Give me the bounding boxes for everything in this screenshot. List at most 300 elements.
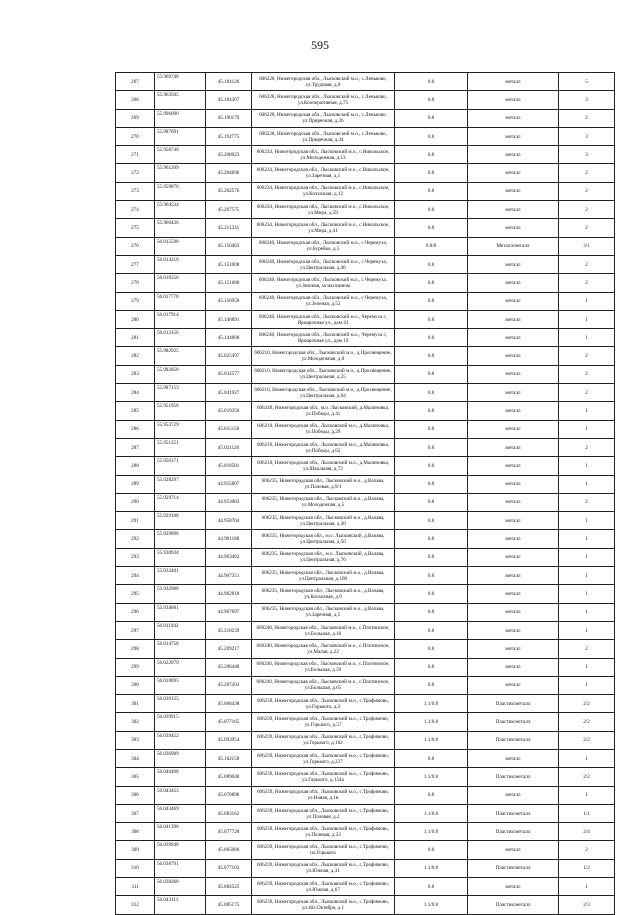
table-row: [116, 621, 615, 639]
address-cell: 606240, Нижегородская обл., Лысковский м.о., с.Плотинское, ул.Малая, д.22: [252, 640, 395, 658]
row-number-cell: 283: [116, 365, 155, 383]
container-material-cell: Пластик/металл: [468, 731, 559, 749]
latitude-cell: 55.951251: [155, 438, 206, 456]
address-cell: 606240, Нижегородская обл., Лысковский м.о., с.Черемуха, ул.Бурейко, д.5: [252, 237, 395, 255]
latitude-cell: 55.934681: [155, 603, 206, 621]
container-volume-cell: 0.8: [395, 658, 468, 676]
row-number-cell: 280: [116, 310, 155, 328]
latitude-cell: 56.043469: [155, 804, 206, 822]
longitude-cell: 45.093954: [206, 731, 252, 749]
container-count-cell: 2: [559, 274, 615, 292]
container-volume-cell: 0.8: [395, 255, 468, 273]
container-count-cell: 2/2: [559, 713, 615, 731]
container-material-cell: Пластик/металл: [468, 896, 559, 914]
table-row: [116, 457, 615, 475]
address-cell: 606239, Нижегородская обл., Лысковский м.о., с.Трофимово, ул.Горького, д.227: [252, 749, 395, 767]
latitude-cell: 56.018356: [155, 274, 206, 292]
row-number-cell: 301: [116, 695, 155, 713]
table-row: [116, 438, 615, 456]
longitude-cell: 45.146891: [206, 310, 252, 328]
container-volume-cell: 1.1/0.8: [395, 823, 468, 841]
longitude-cell: 45.208023: [206, 146, 252, 164]
container-volume-cell: 1.1/0.8: [395, 768, 468, 786]
container-material-cell: Пластик/металл: [468, 804, 559, 822]
longitude-cell: 44.953083: [206, 493, 252, 511]
address-cell: 606228, Нижегородская обл., Лысковский м.о., с.Леньково, ул.Приречная, д.26: [252, 109, 395, 127]
container-material-cell: металл: [468, 255, 559, 273]
table-row: [116, 512, 615, 530]
page-number: 595: [311, 38, 329, 52]
table-row: [116, 493, 615, 511]
container-count-cell: 2: [559, 841, 615, 859]
table-row: [116, 530, 615, 548]
latitude-cell: 55.932481: [155, 567, 206, 585]
latitude-cell: 56.022079: [155, 658, 206, 676]
container-material-cell: Пластик/металл: [468, 859, 559, 877]
container-volume-cell: 0.8: [395, 640, 468, 658]
address-cell: 606235, Нижегородская обл., Лысковский м.о., д.Валава, ул.Центральная, д.100: [252, 567, 395, 585]
table-row: [116, 603, 615, 621]
latitude-cell: 56.039155: [155, 695, 206, 713]
container-count-cell: 5: [559, 73, 615, 91]
address-cell: 606239, Нижегородская обл., Лысковский м.о., с.Трофимово, ул.Горького, д.57: [252, 713, 395, 731]
row-number-cell: 310: [116, 859, 155, 877]
address-cell: 606235, Нижегородская обл., Лысковский м.о., д.Валава, ул.Центральная, д.30: [252, 512, 395, 530]
container-volume-cell: 0.8: [395, 420, 468, 438]
container-count-cell: 2/4: [559, 823, 615, 841]
row-number-cell: 300: [116, 676, 155, 694]
address-cell: 606234, Нижегородская обл., Лысковский м.о., с.Никольское, ул.Молодежная, д.13: [252, 146, 395, 164]
container-count-cell: 2/2: [559, 731, 615, 749]
address-cell: 606239, Нижегородская обл., Лысковский м.о., с.Трофимово, пл.Горького: [252, 841, 395, 859]
latitude-cell: 55.982858: [155, 365, 206, 383]
container-count-cell: 2: [559, 365, 615, 383]
latitude-cell: 55.964534: [155, 201, 206, 219]
table-row: [116, 548, 615, 566]
table-row: [116, 859, 615, 877]
longitude-cell: 45.068438: [206, 695, 252, 713]
address-cell: 606239, Нижегородская обл., Лысковский м.о., с.Трофимово, ул.Горького, д.2: [252, 695, 395, 713]
table-row: [116, 713, 615, 731]
longitude-cell: 45.156463: [206, 237, 252, 255]
container-material-cell: металл: [468, 292, 559, 310]
address-cell: 606210, Нижегородская обл., Лысковский м.о., д.Малиновка, ул.Победы, д.29: [252, 420, 395, 438]
longitude-cell: 45.207575: [206, 201, 252, 219]
longitude-cell: 45.207203: [206, 676, 252, 694]
container-volume-cell: 0.8: [395, 530, 468, 548]
container-volume-cell: 0.8: [395, 384, 468, 402]
container-count-cell: 2: [559, 347, 615, 365]
table-row: [116, 219, 615, 237]
latitude-cell: 55.982925: [155, 347, 206, 365]
container-count-cell: 2: [559, 164, 615, 182]
longitude-cell: 45.206448: [206, 658, 252, 676]
address-cell: 606235, Нижегородская обл., Лысковский м.о., д.Валава, ул.Колхозная, д.9: [252, 585, 395, 603]
latitude-cell: 55.951958: [155, 402, 206, 420]
longitude-cell: 44.967697: [206, 603, 252, 621]
longitude-cell: 44.962818: [206, 585, 252, 603]
container-count-cell: 2: [559, 640, 615, 658]
longitude-cell: 44.958704: [206, 512, 252, 530]
row-number-cell: 299: [116, 658, 155, 676]
row-number-cell: 308: [116, 823, 155, 841]
latitude-cell: 55.996000: [155, 109, 206, 127]
container-volume-cell: 0.8: [395, 548, 468, 566]
container-material-cell: металл: [468, 567, 559, 585]
latitude-cell: 56.039948: [155, 841, 206, 859]
container-material-cell: металл: [468, 329, 559, 347]
latitude-cell: 56.015598: [155, 237, 206, 255]
container-volume-cell: 0.8: [395, 493, 468, 511]
latitude-cell: 55.958740: [155, 146, 206, 164]
longitude-cell: 44.963462: [206, 548, 252, 566]
container-volume-cell: 0.8: [395, 749, 468, 767]
container-volume-cell: 0.8: [395, 109, 468, 127]
longitude-cell: 45.192775: [206, 127, 252, 145]
container-material-cell: металл: [468, 347, 559, 365]
row-number-cell: 290: [116, 493, 155, 511]
row-number-cell: 305: [116, 768, 155, 786]
container-count-cell: 1: [559, 548, 615, 566]
latitude-cell: 55.963505: [155, 91, 206, 109]
container-material-cell: металл: [468, 402, 559, 420]
table-row: [116, 146, 615, 164]
longitude-cell: 45.144808: [206, 329, 252, 347]
container-volume-cell: 0.8: [395, 567, 468, 585]
address-cell: 606240, Нижегородская обл., Лысковский м.о., с.Плотинское, ул.Большая, д.59: [252, 658, 395, 676]
table-row: [116, 640, 615, 658]
address-cell: 606234, Нижегородская обл., Лысковский м.о., с.Никольское, ул.Заречная, д.1: [252, 164, 395, 182]
longitude-cell: 45.210239: [206, 621, 252, 639]
address-cell: 606240, Нижегородская обл., Лысковский м.о., с.Черемуха, ул.Зеленая, за магазином: [252, 274, 395, 292]
table-row: [116, 164, 615, 182]
container-count-cell: 1: [559, 420, 615, 438]
longitude-cell: 45.085175: [206, 896, 252, 914]
container-material-cell: металл: [468, 365, 559, 383]
container-material-cell: Пластик/металл: [468, 695, 559, 713]
longitude-cell: 44.961188: [206, 530, 252, 548]
container-volume-cell: 1.1/0.8: [395, 859, 468, 877]
address-cell: 606239, Нижегородская обл., Лысковский м.о., с.Трофимово, ул.Полевая, д.2: [252, 804, 395, 822]
longitude-cell: 44.967351: [206, 567, 252, 585]
container-volume-cell: 0.8: [395, 219, 468, 237]
latitude-cell: 55.928297: [155, 475, 206, 493]
container-volume-cell: 0.8: [395, 603, 468, 621]
table-row: [116, 585, 615, 603]
row-number-cell: 285: [116, 402, 155, 420]
container-material-cell: металл: [468, 91, 559, 109]
table-row: [116, 676, 615, 694]
table-row: [116, 310, 615, 328]
container-volume-cell: 0.8: [395, 347, 468, 365]
row-number-cell: 282: [116, 347, 155, 365]
container-material-cell: металл: [468, 530, 559, 548]
container-volume-cell: 0.8: [395, 365, 468, 383]
container-volume-cell: 1.1/0.8: [395, 731, 468, 749]
latitude-cell: 55.929898: [155, 530, 206, 548]
container-material-cell: металл: [468, 658, 559, 676]
table-row: [116, 292, 615, 310]
longitude-cell: 45.151008: [206, 255, 252, 273]
row-number-cell: 286: [116, 420, 155, 438]
address-cell: 606239, Нижегородская обл., Лысковский м.о., с.Трофимово, ул.Горького, д.182: [252, 731, 395, 749]
row-number-cell: 295: [116, 585, 155, 603]
row-number-cell: 288: [116, 457, 155, 475]
table-row: [116, 768, 615, 786]
latitude-cell: 55.960436: [155, 219, 206, 237]
row-number-cell: 309: [116, 841, 155, 859]
row-number-cell: 277: [116, 255, 155, 273]
container-count-cell: 2: [559, 255, 615, 273]
latitude-cell: 55.930934: [155, 548, 206, 566]
address-cell: 606235, Нижегородская обл., Лысковский м.о., д.Валава, ул.Заречная, д.5: [252, 603, 395, 621]
address-cell: 606239, Нижегородская обл., Лысковский м.о., с.Трофимово, ул.40л.Октября, д.1: [252, 896, 395, 914]
table-row: [116, 786, 615, 804]
table-row: [116, 274, 615, 292]
container-count-cell: 2/3: [559, 896, 615, 914]
container-count-cell: 2: [559, 201, 615, 219]
table-row: [116, 237, 615, 255]
container-count-cell: 2/2: [559, 695, 615, 713]
longitude-cell: 45.032577: [206, 365, 252, 383]
longitude-cell: 45.083162: [206, 804, 252, 822]
address-cell: 606210, Нижегородская обл., Лысковский м.о., д.Просвещение, ул.Центральная, д.25: [252, 365, 395, 383]
address-cell: 606240, Нижегородская обл., Лысковский м.о., с.Плотинское, ул.Большая, д.65: [252, 676, 395, 694]
waste-sites-table: [115, 72, 615, 915]
address-cell: 606240, Нижегородская обл., Лысковский м.о., Черемуха с, Ярмарочная ул., дом 19: [252, 329, 395, 347]
table-row: [116, 347, 615, 365]
address-cell: 606240, Нижегородская обл., м.о. Лысковский, д.Малиновка, ул.Победы, д.41: [252, 402, 395, 420]
container-count-cell: 1: [559, 676, 615, 694]
container-count-cell: 2: [559, 109, 615, 127]
table-row: [116, 731, 615, 749]
container-material-cell: металл: [468, 786, 559, 804]
container-material-cell: Пластик/металл: [468, 713, 559, 731]
longitude-cell: 45.077103: [206, 859, 252, 877]
row-number-cell: 307: [116, 804, 155, 822]
address-cell: 606234, Нижегородская обл., Лысковский м.о., с.Никольское, ул.Мира, д.59: [252, 201, 395, 219]
container-volume-cell: 0.8: [395, 457, 468, 475]
container-material-cell: металл: [468, 603, 559, 621]
container-count-cell: 2: [559, 384, 615, 402]
container-count-cell: 1: [559, 402, 615, 420]
latitude-cell: 56.043111: [155, 896, 206, 914]
container-material-cell: металл: [468, 384, 559, 402]
latitude-cell: 56.041396: [155, 823, 206, 841]
longitude-cell: 44.955807: [206, 475, 252, 493]
latitude-cell: 55.969748: [155, 73, 206, 91]
longitude-cell: 45.184307: [206, 91, 252, 109]
container-material-cell: Пластик/металл: [468, 768, 559, 786]
latitude-cell: 56.040408: [155, 768, 206, 786]
container-volume-cell: 0.8: [395, 585, 468, 603]
longitude-cell: 45.190179: [206, 109, 252, 127]
container-volume-cell: 1.1/0.8: [395, 896, 468, 914]
container-material-cell: металл: [468, 512, 559, 530]
latitude-cell: 55.987153: [155, 384, 206, 402]
container-volume-cell: 0.8: [395, 146, 468, 164]
row-number-cell: 296: [116, 603, 155, 621]
container-material-cell: металл: [468, 164, 559, 182]
longitude-cell: 45.025497: [206, 347, 252, 365]
container-material-cell: металл: [468, 621, 559, 639]
row-number-cell: 293: [116, 548, 155, 566]
address-cell: 606210, Нижегородская обл., Лысковский м.о., д.Малиновка, ул.Победы, д.62: [252, 438, 395, 456]
table-row: [116, 896, 615, 914]
address-cell: 606239, Нижегородская обл., Лысковский м.о., с.Трофимово, ул.Южная, д.31: [252, 859, 395, 877]
row-number-cell: 304: [116, 749, 155, 767]
address-cell: 606235, Нижегородская обл., Лысковский м.о., д.Валава, ул.Молодежная, д.5: [252, 493, 395, 511]
address-cell: 606228, Нижегородская обл., Лысковский м.о., с.Леньково, ул.Трудовая, д.8: [252, 73, 395, 91]
row-number-cell: 292: [116, 530, 155, 548]
container-material-cell: металл: [468, 841, 559, 859]
container-count-cell: 1/2: [559, 859, 615, 877]
latitude-cell: 56.038791: [155, 859, 206, 877]
container-count-cell: 3: [559, 146, 615, 164]
container-volume-cell: 1.1/0.8: [395, 713, 468, 731]
container-count-cell: 2: [559, 493, 615, 511]
row-number-cell: 278: [116, 274, 155, 292]
container-count-cell: 1: [559, 786, 615, 804]
container-count-cell: 1: [559, 530, 615, 548]
latitude-cell: 56.043453: [155, 786, 206, 804]
container-volume-cell: 0.8: [395, 475, 468, 493]
table-row: [116, 365, 615, 383]
container-material-cell: металл: [468, 73, 559, 91]
container-volume-cell: 0.8: [395, 310, 468, 328]
waste-sites-table-container: [115, 72, 605, 915]
container-material-cell: металл: [468, 749, 559, 767]
container-count-cell: 1: [559, 475, 615, 493]
latitude-cell: 55.953729: [155, 420, 206, 438]
table-row: [116, 878, 615, 896]
row-number-cell: 302: [116, 713, 155, 731]
latitude-cell: 56.013156: [155, 329, 206, 347]
latitude-cell: 55.929108: [155, 512, 206, 530]
longitude-cell: 45.209217: [206, 640, 252, 658]
container-material-cell: металл: [468, 548, 559, 566]
longitude-cell: 45.204696: [206, 164, 252, 182]
table-row: [116, 182, 615, 200]
table-row: [116, 201, 615, 219]
container-count-cell: 1: [559, 603, 615, 621]
longitude-cell: 45.077165: [206, 713, 252, 731]
longitude-cell: 45.156958: [206, 292, 252, 310]
table-row: [116, 475, 615, 493]
container-volume-cell: 0.8: [395, 127, 468, 145]
row-number-cell: 311: [116, 878, 155, 896]
row-number-cell: 291: [116, 512, 155, 530]
address-cell: 606239, Нижегородская обл., Лысковский м.о., с.Трофимово, ул.Полевая, д.23: [252, 823, 395, 841]
container-count-cell: 1: [559, 292, 615, 310]
longitude-cell: 45.102158: [206, 749, 252, 767]
longitude-cell: 45.019356: [206, 402, 252, 420]
latitude-cell: 56.017778: [155, 292, 206, 310]
latitude-cell: 55.929714: [155, 493, 206, 511]
address-cell: 606228, Нижегородская обл., Лысковский м.о., с.Леньково, ул.Кооперативная, д.75: [252, 91, 395, 109]
latitude-cell: 56.038268: [155, 878, 206, 896]
row-number-cell: 287: [116, 438, 155, 456]
address-cell: 606210, Нижегородская обл., Лысковский м.о., д.Просвещение, ул.Центральная, д.64: [252, 384, 395, 402]
latitude-cell: 55.950371: [155, 457, 206, 475]
container-material-cell: металл: [468, 146, 559, 164]
address-cell: 606234, Нижегородская обл., Лысковский м.о., с.Никольское, ул.Мира, д.41: [252, 219, 395, 237]
container-volume-cell: 0.8: [395, 676, 468, 694]
table-row: [116, 402, 615, 420]
container-count-cell: 1: [559, 621, 615, 639]
row-number-cell: 268: [116, 91, 155, 109]
container-material-cell: металл: [468, 219, 559, 237]
address-cell: 606228, Нижегородская обл., Лысковский м.о., с.Леньково, ул.Приречная, д.34: [252, 127, 395, 145]
row-number-cell: 273: [116, 182, 155, 200]
container-material-cell: металл: [468, 475, 559, 493]
container-material-cell: металл: [468, 127, 559, 145]
container-volume-cell: 0.8: [395, 91, 468, 109]
container-count-cell: 3: [559, 91, 615, 109]
longitude-cell: 45.211331: [206, 219, 252, 237]
row-number-cell: 275: [116, 219, 155, 237]
longitude-cell: 45.021126: [206, 438, 252, 456]
container-count-cell: 2: [559, 182, 615, 200]
container-volume-cell: 0.8: [395, 274, 468, 292]
table-row: [116, 420, 615, 438]
container-volume-cell: 0.8: [395, 878, 468, 896]
container-count-cell: 1: [559, 658, 615, 676]
container-count-cell: 1: [559, 585, 615, 603]
container-count-cell: 1: [559, 512, 615, 530]
table-row: [116, 384, 615, 402]
longitude-cell: 45.202576: [206, 182, 252, 200]
container-count-cell: 1: [559, 567, 615, 585]
longitude-cell: 45.089040: [206, 768, 252, 786]
address-cell: 606239, Нижегородская обл., Лысковский м.о., с.Трофимово, ул.Южная, д.67: [252, 878, 395, 896]
container-count-cell: 1/1: [559, 804, 615, 822]
row-number-cell: 279: [116, 292, 155, 310]
container-material-cell: металл: [468, 420, 559, 438]
container-material-cell: металл: [468, 310, 559, 328]
table-row: [116, 255, 615, 273]
longitude-cell: 45.076896: [206, 786, 252, 804]
container-volume-cell: 0.8: [395, 841, 468, 859]
address-cell: 606240, Нижегородская обл., Лысковский м.о., с.Черемуха, ул.Зеленая, д.52: [252, 292, 395, 310]
container-volume-cell: 0.8: [395, 512, 468, 530]
address-cell: 606240, Нижегородская обл., Лысковский м.о., с.Плотинское, ул.Большая, д.16: [252, 621, 395, 639]
row-number-cell: 306: [116, 786, 155, 804]
container-material-cell: металл: [468, 676, 559, 694]
longitude-cell: 45.041927: [206, 384, 252, 402]
container-count-cell: 3/1: [559, 237, 615, 255]
row-number-cell: 276: [116, 237, 155, 255]
container-volume-cell: 0.8: [395, 329, 468, 347]
table-row: [116, 823, 615, 841]
table-row: [116, 841, 615, 859]
row-number-cell: 270: [116, 127, 155, 145]
table-row: [116, 658, 615, 676]
container-material-cell: металл: [468, 457, 559, 475]
container-material-cell: Металл/металл: [468, 237, 559, 255]
container-volume-cell: 0.8/8: [395, 237, 468, 255]
container-material-cell: металл: [468, 585, 559, 603]
container-count-cell: 1: [559, 749, 615, 767]
latitude-cell: 56.036989: [155, 749, 206, 767]
table-row: [116, 127, 615, 145]
container-volume-cell: 0.8: [395, 786, 468, 804]
table-row: [116, 804, 615, 822]
address-cell: 606234, Нижегородская обл., Лысковский м.о., с.Никольское, ул.Колхозная, д.12: [252, 182, 395, 200]
address-cell: 606239, Нижегородская обл., Лысковский м.о., с.Трофимово, ул.Горького, д.154а: [252, 768, 395, 786]
address-cell: 606235, Нижегородская обл., м.о. Лысковский, д.Валава, ул.Центральная, д.76: [252, 548, 395, 566]
table-body: [116, 73, 615, 915]
